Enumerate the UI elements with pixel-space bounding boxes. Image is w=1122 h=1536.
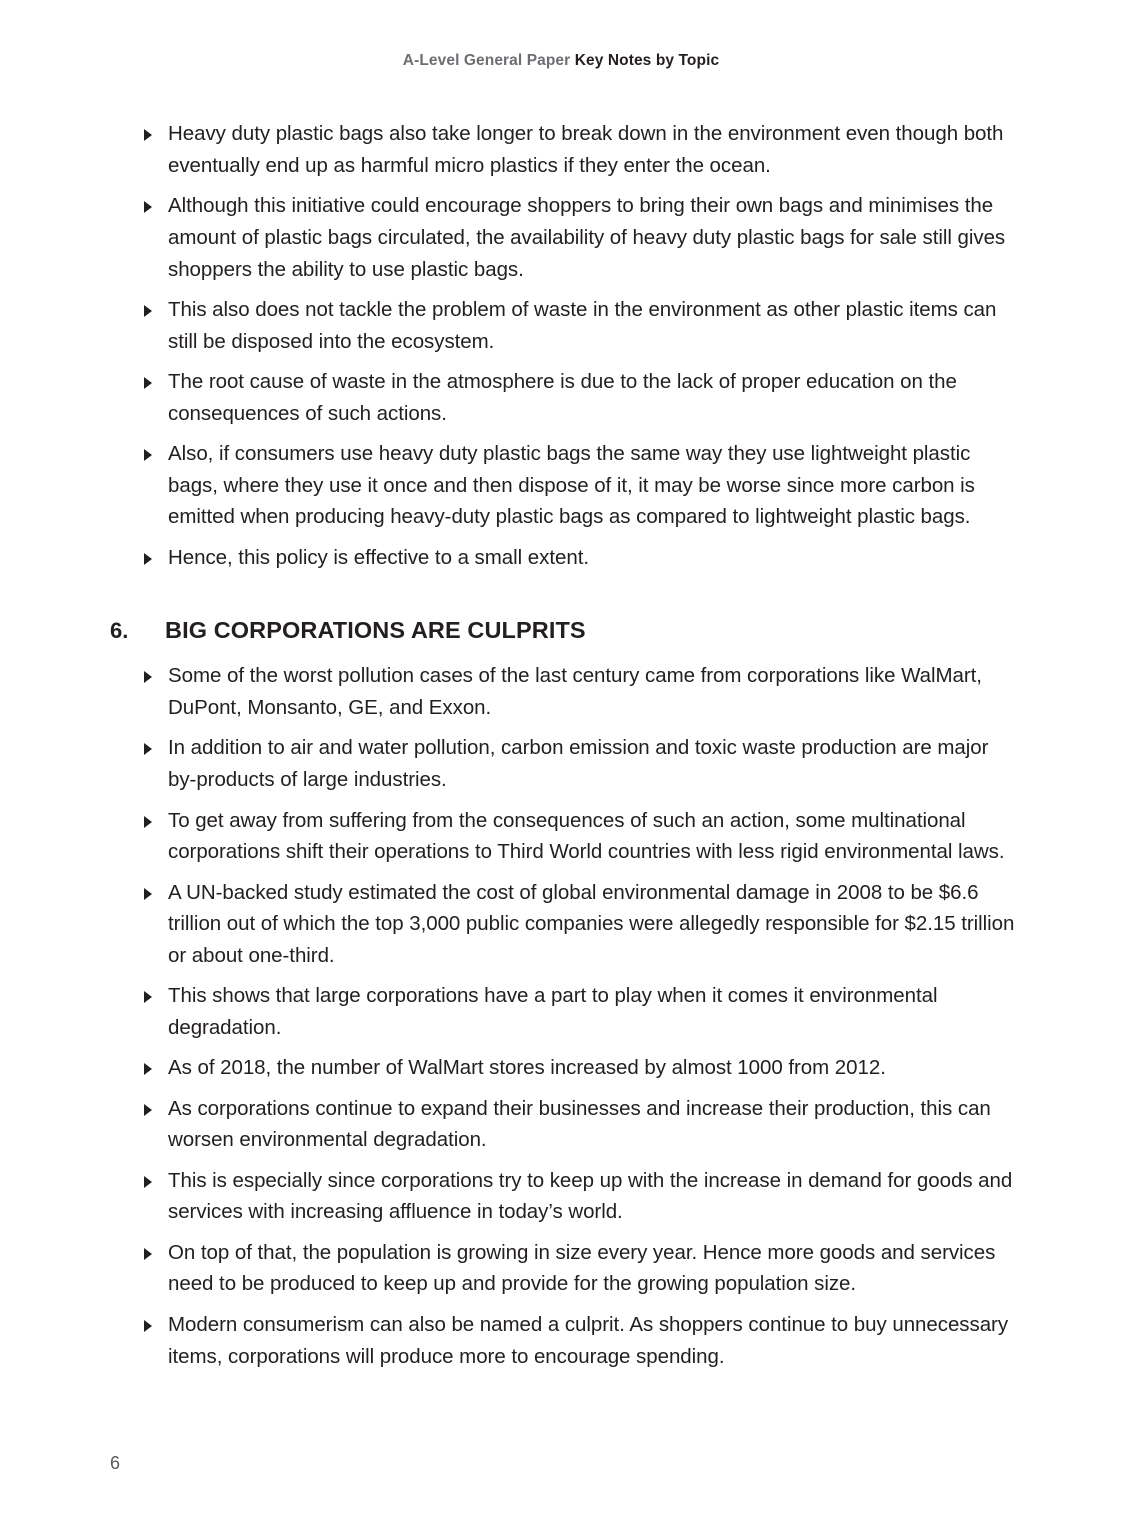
page-content <box>110 118 1015 1381</box>
list-item <box>110 190 1015 285</box>
bullet-triangle-icon <box>144 671 152 683</box>
list-item <box>110 1309 1015 1373</box>
list-item <box>110 294 1015 358</box>
section-title: BIG CORPORATIONS ARE CULPRITS <box>165 617 586 644</box>
list-item <box>110 542 1015 574</box>
list-item <box>110 660 1015 724</box>
bullet-triangle-icon <box>144 449 152 461</box>
bullet-triangle-icon <box>144 743 152 755</box>
header-title-bold: Key Notes by Topic <box>574 52 720 69</box>
bullet-triangle-icon <box>144 201 152 213</box>
bullet-triangle-icon <box>144 1104 152 1116</box>
list-item-text: This is especially since corporations try to keep up with the increase in demand for goods and services with increasing affluence in today’s world. <box>168 1168 1013 1224</box>
list-item-text: Modern consumerism can also be named a culprit. As shoppers continue to buy unnecessary items, corporations will produce more to encourage spending. <box>168 1312 1009 1368</box>
section-bullet-list <box>110 660 1015 1372</box>
section-number: 6. <box>110 618 129 644</box>
list-item-text: A UN-backed study estimated the cost of global environmental damage in 2008 to be $6.6 trillion out of which the top 3,000 public companies were allegedly responsible for $2.15 trillion or about one-third. <box>168 880 1015 968</box>
list-item <box>110 1237 1015 1301</box>
list-item-text: Also, if consumers use heavy duty plastic bags the same way they use lightweight plastic bags, where they use it once and then dispose of it, it may be worse since more carbon is emitted when producing heavy-duty plastic bags as compared to lightweight plastic bags. <box>168 441 975 529</box>
list-item <box>110 118 1015 182</box>
bullet-triangle-icon <box>144 129 152 141</box>
bullet-triangle-icon <box>144 1063 152 1075</box>
list-item-text: The root cause of waste in the atmosphere is due to the lack of proper education on the consequences of such actions. <box>168 369 957 425</box>
list-item <box>110 805 1015 869</box>
list-item-text: Hence, this policy is effective to a small extent. <box>168 545 589 569</box>
bullet-triangle-icon <box>144 1248 152 1260</box>
bullet-triangle-icon <box>144 991 152 1003</box>
list-item <box>110 438 1015 533</box>
list-item-text: This shows that large corporations have a part to play when it comes it environmental degradation. <box>168 984 938 1040</box>
list-item <box>110 366 1015 430</box>
intro-bullet-list <box>110 118 1015 573</box>
list-item-text: As corporations continue to expand their businesses and increase their production, this can worsen environmental degradation. <box>168 1096 991 1152</box>
list-item-text: As of 2018, the number of WalMart stores increased by almost 1000 from 2012. <box>168 1056 886 1080</box>
list-item-text: Although this initiative could encourage shoppers to bring their own bags and minimises the amount of plastic bags circulated, the availability of heavy duty plastic bags for sale still gives shoppers the ability to use plastic bags. <box>168 194 1006 281</box>
list-item-text: Some of the worst pollution cases of the last century came from corporations like WalMart, DuPont, Monsanto, GE, and Exxon. <box>168 664 982 720</box>
bullet-triangle-icon <box>144 553 152 565</box>
list-item <box>110 732 1015 796</box>
list-item-text: This also does not tackle the problem of waste in the environment as other plastic items can still be disposed into the ecosystem. <box>168 297 997 353</box>
list-item <box>110 877 1015 972</box>
bullet-triangle-icon <box>144 1176 152 1188</box>
list-item <box>110 1165 1015 1229</box>
bullet-triangle-icon <box>144 377 152 389</box>
header-title-light: A-Level General Paper <box>402 52 575 69</box>
list-item-text: In addition to air and water pollution, carbon emission and toxic waste production are major by-products of large industries. <box>168 736 989 792</box>
page-header <box>0 0 1122 70</box>
page-number: 6 <box>110 1453 121 1473</box>
bullet-triangle-icon <box>144 305 152 317</box>
bullet-triangle-icon <box>144 1320 152 1332</box>
list-item-text: On top of that, the population is growing in size every year. Hence more goods and services need to be produced to keep up and provide for the growing population size. <box>168 1240 996 1296</box>
list-item <box>110 980 1015 1044</box>
list-item <box>110 1052 1015 1084</box>
list-item <box>110 1093 1015 1157</box>
list-item-text: To get away from suffering from the consequences of such an action, some multinational corporations shift their operations to Third World countries with less rigid environmental laws. <box>168 808 1005 864</box>
section-heading <box>110 617 1015 644</box>
bullet-triangle-icon <box>144 816 152 828</box>
bullet-triangle-icon <box>144 888 152 900</box>
list-item-text: Heavy duty plastic bags also take longer to break down in the environment even though both eventually end up as harmful micro plastics if they enter the ocean. <box>168 122 1004 177</box>
